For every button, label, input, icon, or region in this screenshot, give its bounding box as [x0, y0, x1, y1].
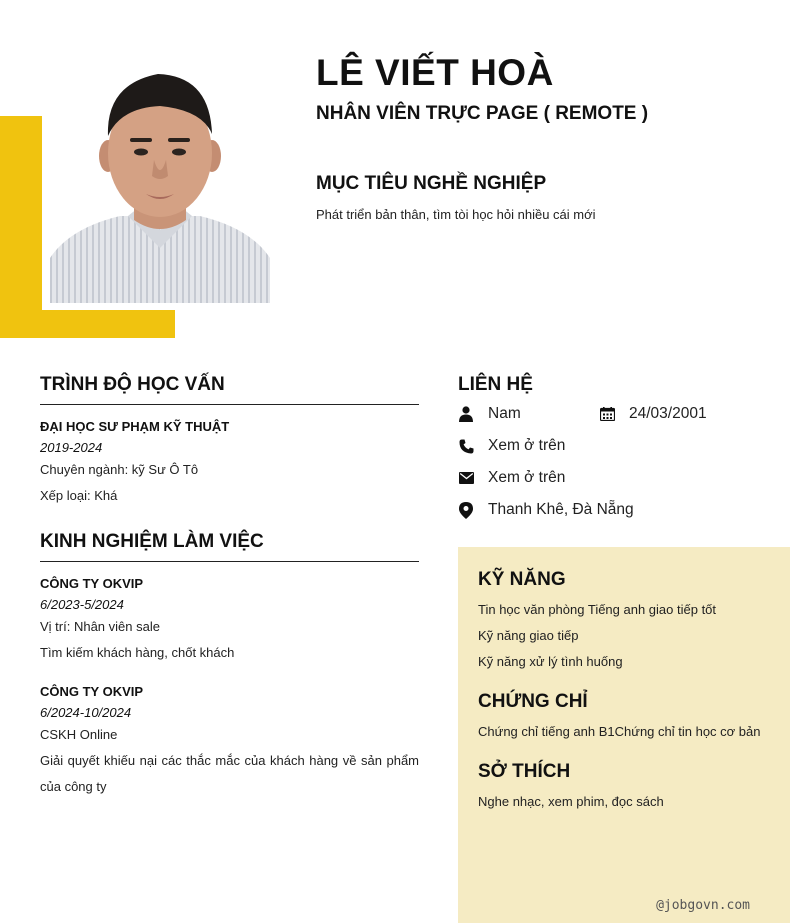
experience-period: 6/2024-10/2024 — [40, 705, 132, 720]
contact-dob-value: 24/03/2001 — [629, 405, 707, 422]
contact-row-email — [458, 462, 790, 494]
experience-company: CÔNG TY OKVIP — [40, 576, 144, 591]
contact-address: Thanh Khê, Đà Nẵng — [488, 501, 634, 518]
contact-row-phone — [458, 430, 790, 462]
yellow-accent-bar — [0, 116, 42, 338]
experience-detail: Giải quyết khiếu nại các thắc mắc của khách hàng về sản phẩm của công ty — [40, 753, 419, 794]
contact-row-gender — [458, 398, 790, 430]
objective-heading: MỤC TIÊU NGHỀ NGHIỆP — [316, 173, 547, 194]
education-school: ĐẠI HỌC SƯ PHẠM KỸ THUẬT — [40, 419, 230, 434]
contact-dob — [599, 398, 707, 430]
experience-detail: CSKH Online — [40, 727, 118, 742]
contact-heading: LIÊN HỆ — [458, 374, 533, 395]
profile-photo — [50, 48, 270, 303]
contact-phone: Xem ở trên — [488, 437, 566, 454]
education-major: Chuyên ngành: kỹ Sư Ô Tô — [40, 462, 199, 477]
skills-heading: KỸ NĂNG — [478, 569, 566, 590]
skill-item: Kỹ năng xử lý tình huống — [478, 654, 623, 669]
left-column — [40, 374, 419, 800]
candidate-name: LÊ VIẾT HOÀ — [316, 52, 554, 93]
contact-row-address — [458, 494, 790, 526]
profile-photo-illustration — [50, 48, 270, 303]
location-pin-icon — [458, 502, 474, 518]
hobbies-text: Nghe nhạc, xem phim, đọc sách — [478, 794, 664, 809]
education-heading: TRÌNH ĐỘ HỌC VẤN — [40, 374, 419, 405]
contact-email: Xem ở trên — [488, 469, 566, 486]
skill-item: Tin học văn phòng Tiếng anh giao tiếp tốt — [478, 602, 717, 617]
phone-icon — [458, 438, 474, 454]
experience-detail: Tìm kiếm khách hàng, chốt khách — [40, 645, 235, 660]
hobbies-heading: SỞ THÍCH — [478, 761, 571, 782]
person-icon — [458, 406, 474, 422]
yellow-accent-base — [0, 310, 175, 338]
certificates-heading: CHỨNG CHỈ — [478, 691, 588, 712]
job-title: NHÂN VIÊN TRỰC PAGE ( REMOTE ) — [316, 103, 649, 124]
watermark: @jobgovn.com — [656, 898, 750, 913]
contact-gender: Nam — [488, 405, 521, 422]
experience-company: CÔNG TY OKVIP — [40, 684, 144, 699]
calendar-icon — [599, 406, 615, 422]
skills-panel — [458, 547, 790, 923]
email-icon — [458, 470, 474, 486]
skill-item: Kỹ năng giao tiếp — [478, 628, 579, 643]
experience-period: 6/2023-5/2024 — [40, 597, 124, 612]
experience-detail: Vị trí: Nhân viên sale — [40, 619, 160, 634]
experience-heading: KINH NGHIỆM LÀM VIỆC — [40, 531, 419, 562]
experience-item — [40, 684, 419, 800]
experience-item — [40, 576, 419, 666]
objective-text: Phát triển bản thân, tìm tòi học hỏi nhiều cái mới — [316, 207, 596, 222]
education-rank: Xếp loại: Khá — [40, 488, 118, 503]
education-years: 2019-2024 — [40, 440, 103, 455]
certificates-text: Chứng chỉ tiếng anh B1Chứng chỉ tin học cơ bản — [478, 724, 761, 739]
contact-section — [458, 374, 790, 526]
